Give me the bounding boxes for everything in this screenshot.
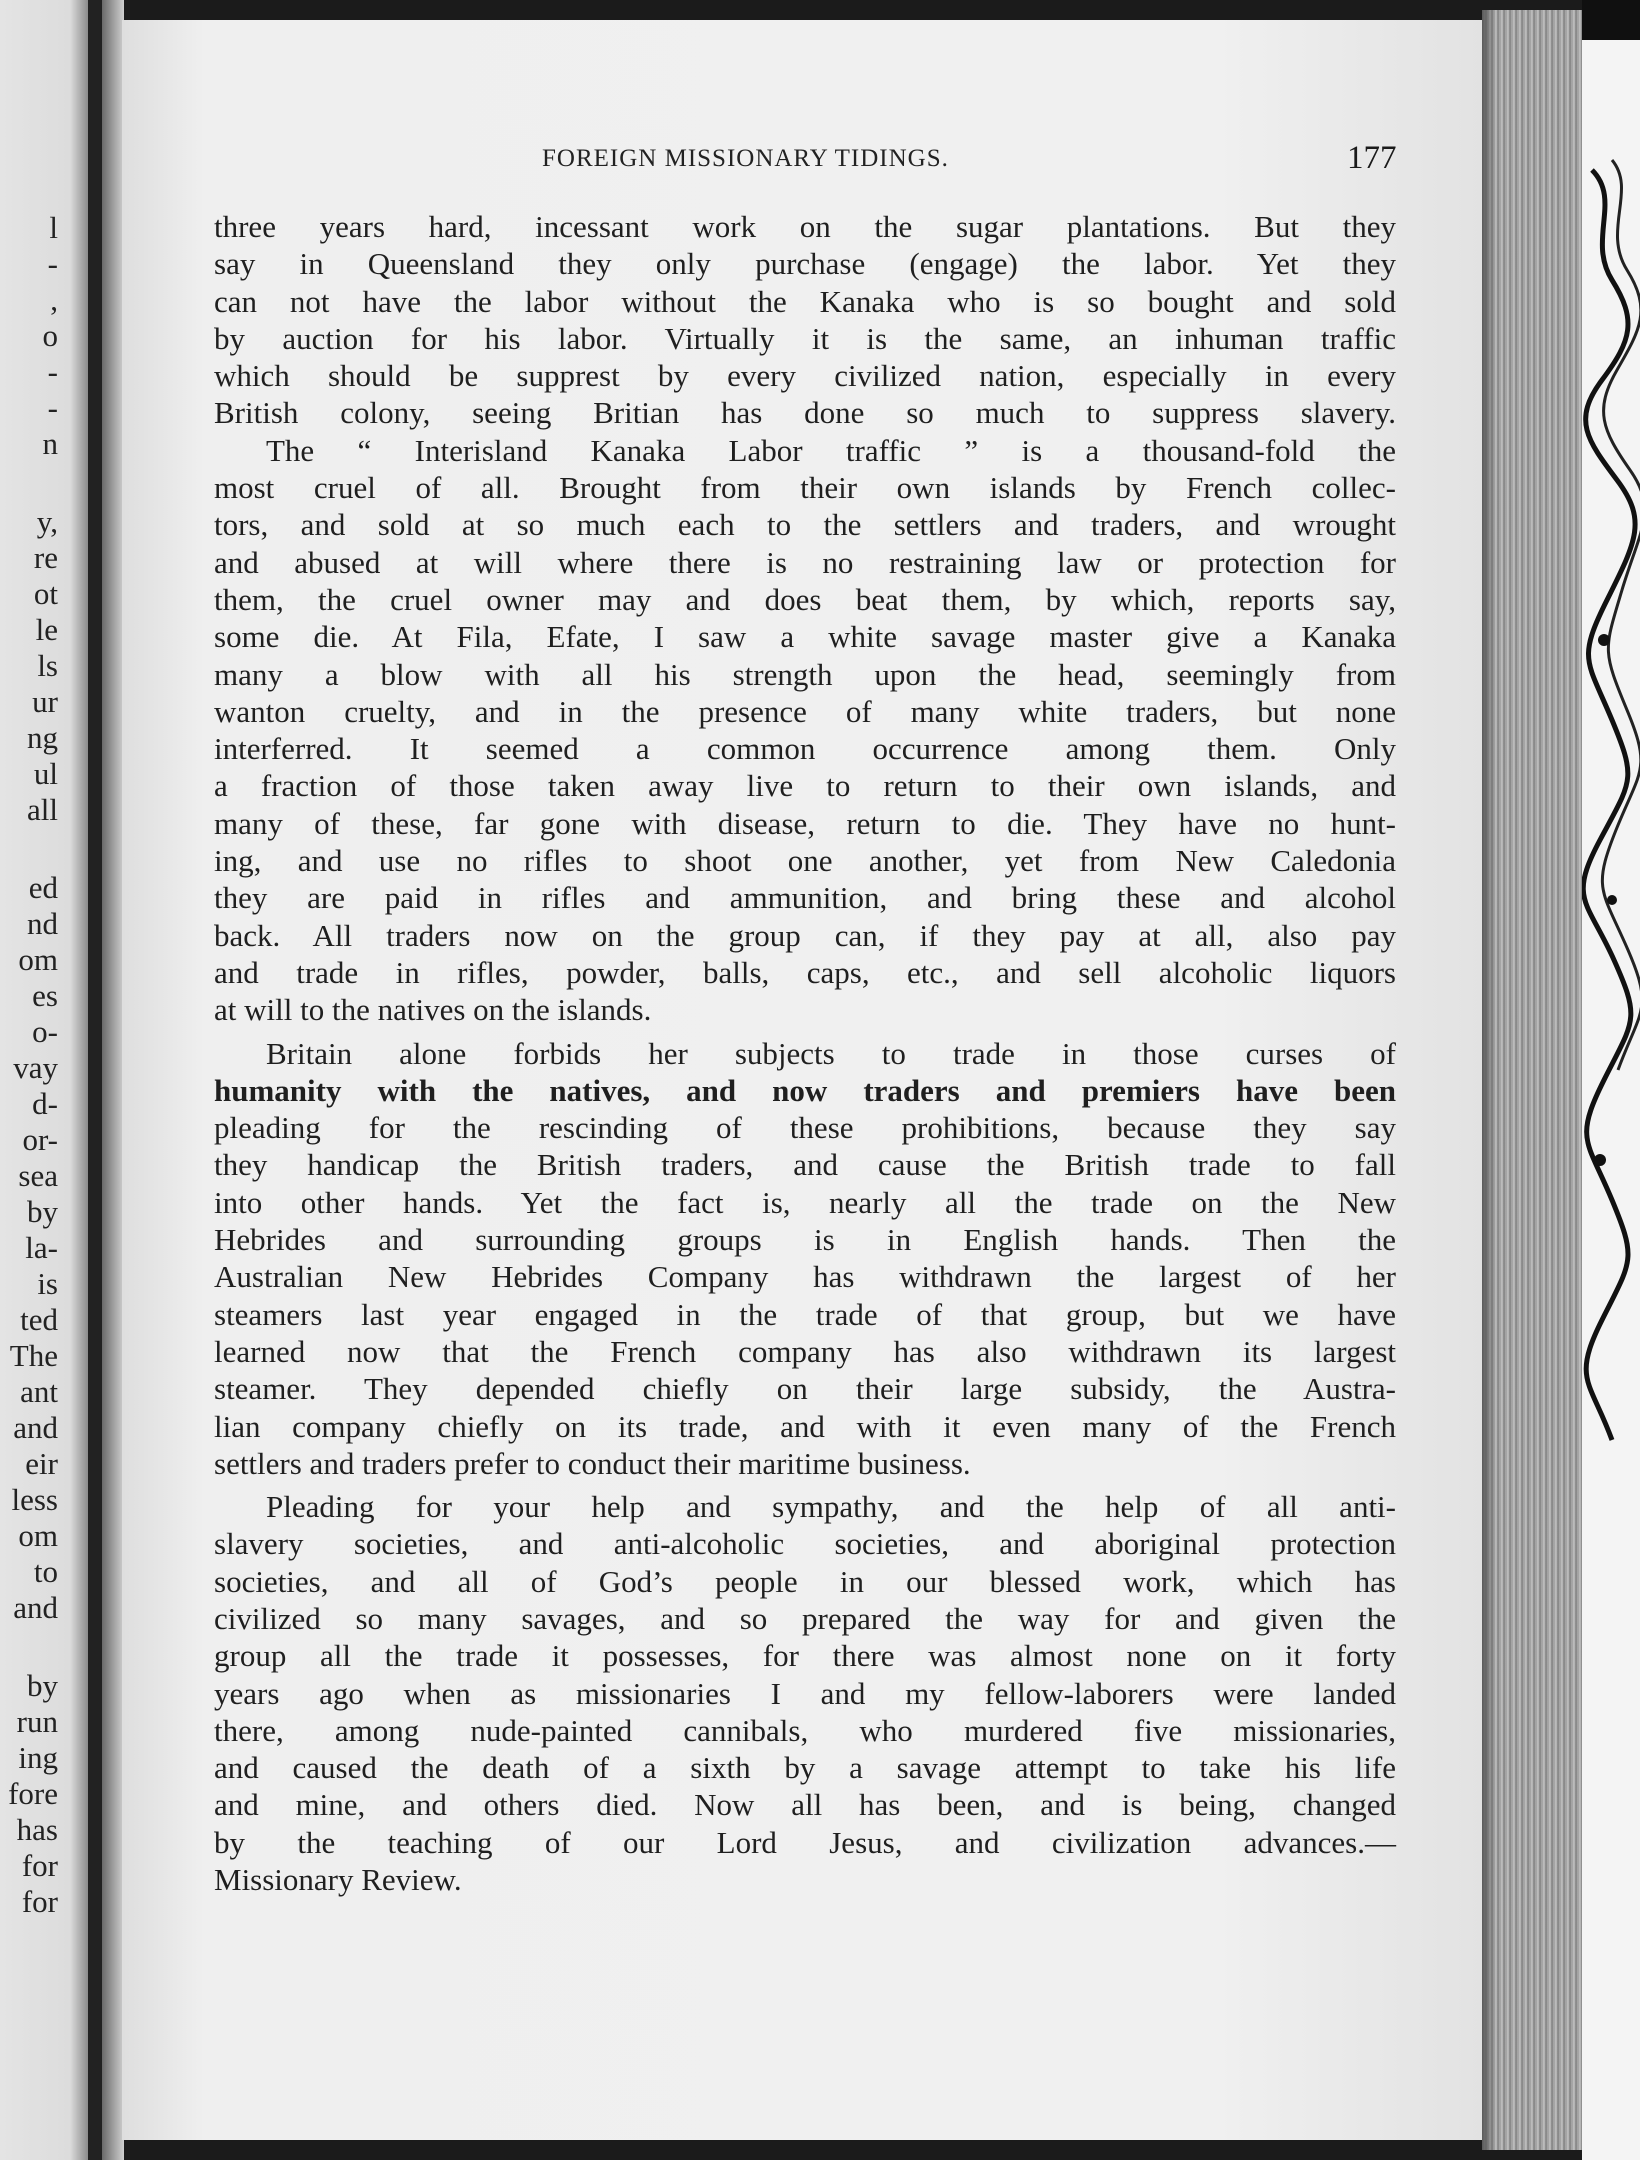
text-line: ing, and use no rifles to shoot one another, yet from New Caledonia (214, 843, 1396, 879)
text-line: Australian New Hebrides Company has withdrawn the largest of her (214, 1259, 1396, 1295)
left-fragment: for (21, 1884, 58, 1919)
text-line: settlers and traders prefer to conduct their maritime business. (214, 1445, 971, 1481)
left-fragment: eir (25, 1446, 58, 1481)
text-line: and trade in rifles, powder, balls, caps, etc., and sell alcoholic liquors (214, 954, 1396, 990)
text-line: and caused the death of a sixth by a savage attempt to take his life (214, 1750, 1396, 1786)
left-fragment: ot (33, 576, 58, 611)
left-fragment: to (33, 1554, 58, 1589)
text-line: a fraction of those taken away live to return to their own islands, and (214, 768, 1396, 804)
text-line: back. All traders now on the group can, if they pay at all, also pay (214, 917, 1396, 953)
left-fragment: run (16, 1704, 58, 1739)
text-line: lian company chiefly on its trade, and with it even many of the French (214, 1408, 1396, 1444)
text-line: steamer. They depended chiefly on their large subsidy, the Austra- (214, 1371, 1396, 1407)
left-fragment: and (13, 1410, 58, 1445)
left-fragment: le (35, 612, 58, 647)
text-line: Missionary Review. (214, 1862, 462, 1898)
left-fragment: has (16, 1812, 58, 1847)
left-fragment: ls (37, 648, 58, 683)
text-line: and mine, and others died. Now all has been, and is being, changed (214, 1787, 1396, 1823)
text-line: there, among nude-painted cannibals, who murdered five missionaries, (214, 1712, 1396, 1748)
text-line: group all the trade it possesses, for there was almost none on it forty (214, 1638, 1396, 1674)
left-fragment: re (33, 540, 58, 575)
left-fragment: n (42, 426, 58, 461)
text-line: they handicap the British traders, and cause the British trade to fall (214, 1147, 1396, 1183)
ornament-icon (1582, 0, 1640, 2160)
left-fragment: sea (18, 1158, 58, 1193)
text-line: civilized so many savages, and so prepared the way for and given the (214, 1600, 1396, 1636)
text-line: many a blow with all his strength upon the head, seemingly from (214, 656, 1396, 692)
left-fragment: ed (28, 870, 58, 905)
left-fragment: ant (20, 1374, 58, 1409)
article-body (214, 208, 1396, 1898)
text-line: which should be supprest by every civilized nation, especially in every (214, 358, 1396, 394)
left-facing-page (0, 0, 100, 2160)
left-fragment: or- (22, 1122, 58, 1157)
page-header (122, 140, 1487, 185)
left-fragment: la- (25, 1230, 58, 1265)
page-number: 177 (1347, 140, 1397, 176)
text-line: years ago when as missionaries I and my fellow-laborers were landed (214, 1675, 1396, 1711)
paragraph (214, 208, 1396, 432)
left-fragment: ul (33, 756, 58, 791)
text-line: some die. At Fila, Efate, I saw a white savage master give a Kanaka (214, 619, 1396, 655)
left-fragment: vay (13, 1050, 58, 1085)
left-fragment: and (13, 1590, 58, 1625)
left-fragment: , (50, 282, 58, 317)
text-line: slavery societies, and anti-alcoholic societies, and aboriginal protection (214, 1526, 1396, 1562)
text-line: them, the cruel owner may and does beat them, by which, reports say, (214, 581, 1396, 617)
left-fragment: es (32, 978, 58, 1013)
decorative-cover-edge (1582, 0, 1640, 2160)
left-fragment: om (18, 1518, 58, 1553)
book-page (122, 20, 1487, 2140)
text-line: interferred. It seemed a common occurrence among them. Only (214, 731, 1396, 767)
text-line: humanity with the natives, and now traders and premiers have been (214, 1072, 1396, 1108)
text-line: steamers last year engaged in the trade of that group, but we have (214, 1296, 1396, 1332)
paragraph (214, 1488, 1396, 1898)
text-line: at will to the natives on the islands. (214, 992, 652, 1028)
text-line: Britain alone forbids her subjects to trade in those curses of (266, 1035, 1396, 1071)
left-fragment: The (9, 1338, 58, 1373)
left-page-text-fragments (0, 210, 58, 1920)
text-line: pleading for the rescinding of these prohibitions, because they say (214, 1110, 1396, 1146)
left-fragment: om (18, 942, 58, 977)
left-fragment: ing (18, 1740, 58, 1775)
text-line: most cruel of all. Brought from their own islands by French collec- (214, 470, 1396, 506)
page-edges (1482, 10, 1582, 2150)
text-line: and abused at will where there is no restraining law or protection for (214, 544, 1396, 580)
text-line: they are paid in rifles and ammunition, and bring these and alcohol (214, 880, 1396, 916)
left-fragment: less (11, 1482, 58, 1517)
text-line: three years hard, incessant work on the sugar plantations. But they (214, 209, 1396, 244)
text-line: wanton cruelty, and in the presence of many white traders, but none (214, 693, 1396, 729)
page-edges-shadow (1482, 10, 1496, 2150)
text-line: learned now that the French company has also withdrawn its largest (214, 1333, 1396, 1369)
text-line: The “ Interisland Kanaka Labor traffic ” is a thousand-fold the (266, 432, 1396, 468)
page-gutter (102, 0, 124, 2160)
left-fragment: nd (27, 906, 58, 941)
running-title: FOREIGN MISSIONARY TIDINGS. (542, 145, 949, 172)
left-fragment: d- (32, 1086, 58, 1121)
text-line: Pleading for your help and sympathy, and the help of all anti- (266, 1489, 1396, 1525)
text-line: many of these, far gone with disease, return to die. They have no hunt- (214, 805, 1396, 841)
left-fragment: ted (20, 1302, 58, 1337)
left-fragment: o (42, 318, 58, 353)
left-fragment: - (47, 246, 58, 281)
left-fragment: all (27, 792, 58, 827)
left-fragment: is (37, 1266, 58, 1301)
text-line: by auction for his labor. Virtually it is the same, an inhuman traffic (214, 320, 1396, 356)
book-spine-shadow (88, 0, 102, 2160)
text-line: by the teaching of our Lord Jesus, and civilization advances.— (214, 1824, 1396, 1860)
text-line: tors, and sold at so much each to the settlers and traders, and wrought (214, 507, 1396, 543)
left-fragment: by (27, 1194, 58, 1229)
left-fragment: for (21, 1848, 58, 1883)
text-line: Hebrides and surrounding groups is in English hands. Then the (214, 1222, 1396, 1258)
text-line: can not have the labor without the Kanaka who is so bought and sold (214, 283, 1396, 319)
left-fragment: y, (36, 504, 58, 539)
left-fragment: ng (27, 720, 58, 755)
text-line: into other hands. Yet the fact is, nearly all the trade on the New (214, 1184, 1396, 1220)
text-line: societies, and all of God’s people in our blessed work, which has (214, 1563, 1396, 1599)
left-fragment: l (49, 210, 58, 245)
left-fragment: fore (8, 1776, 58, 1811)
paragraph (214, 1035, 1396, 1483)
paragraph (214, 432, 1396, 1029)
text-line: say in Queensland they only purchase (engage) the labor. Yet they (214, 246, 1396, 282)
text-line: British colony, seeing Britian has done so much to suppress slavery. (214, 395, 1396, 431)
left-fragment: by (27, 1668, 58, 1703)
left-fragment: - (47, 354, 58, 389)
left-fragment: ur (32, 684, 58, 719)
left-fragment: - (47, 390, 58, 425)
left-fragment: o- (32, 1014, 58, 1049)
